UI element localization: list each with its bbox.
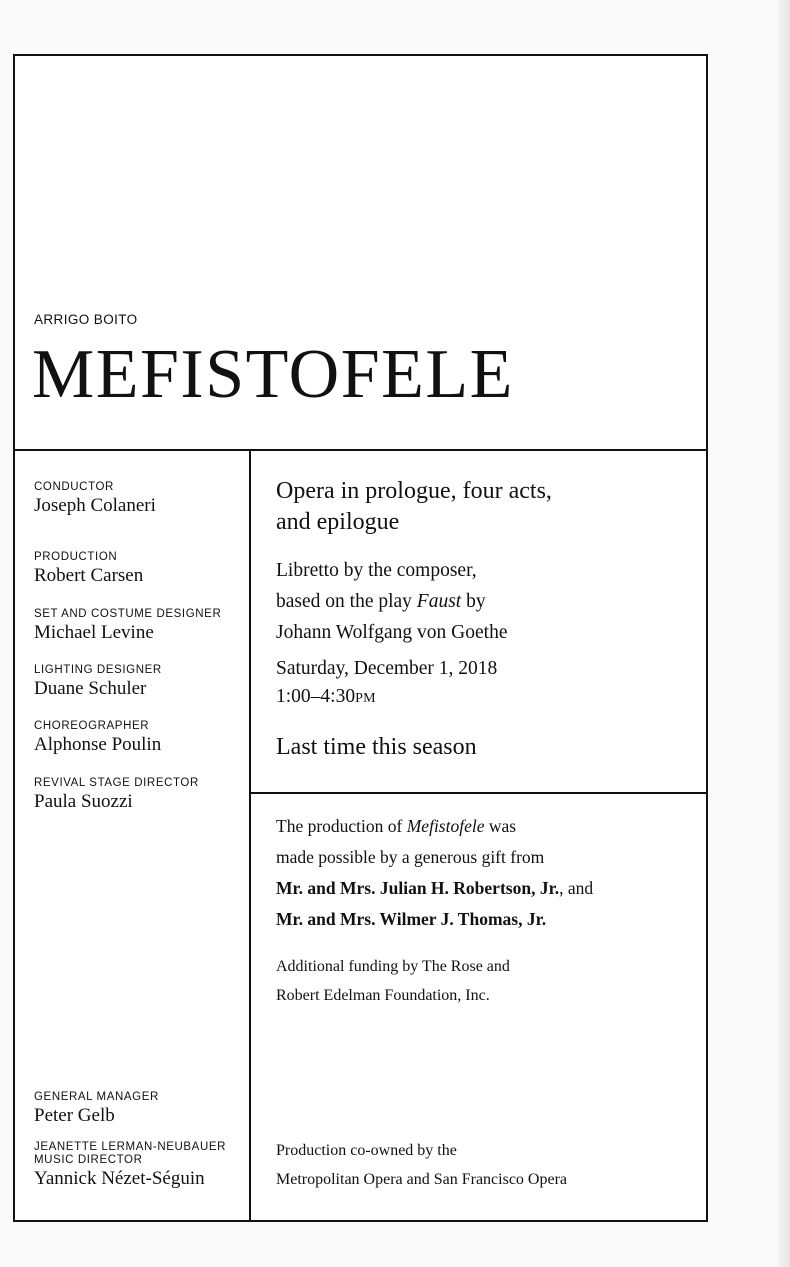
performance-time: [276, 683, 497, 713]
credit-role: JEANETTE LERMAN-NEUBAUER: [34, 1141, 227, 1153]
credit-role: REVIVAL STAGE DIRECTOR: [34, 777, 199, 789]
credit-role: PRODUCTION: [34, 551, 118, 563]
performance-datetime: [276, 655, 497, 713]
page-edge: [778, 0, 790, 1267]
sponsor-text-part: , and: [559, 878, 594, 898]
credit-role: CHOREOGRAPHER: [34, 720, 150, 732]
work-title: Mefistofele: [406, 816, 485, 836]
credit-role: CONDUCTOR: [34, 481, 114, 493]
description-line: Opera in prologue, four acts,: [276, 478, 552, 504]
credit-general-manager: [34, 1091, 159, 1127]
credit-music-director: [34, 1141, 226, 1190]
credit-role: MUSIC DIRECTOR: [34, 1154, 143, 1166]
credit-name: Alphonse Poulin: [34, 734, 162, 755]
season-note: Last time this season: [276, 734, 477, 760]
credit-role: GENERAL MANAGER: [34, 1091, 159, 1103]
sponsor-line: [276, 873, 593, 904]
libretto-line: Johann Wolfgang von Goethe: [276, 622, 508, 643]
sponsor-text: [276, 811, 593, 935]
donor-name: Mr. and Mrs. Julian H. Robertson, Jr.: [276, 878, 560, 898]
libretto-text: based on the play: [276, 591, 417, 612]
sponsor-text-part: The production of: [276, 816, 407, 836]
info-divider: [249, 792, 708, 794]
sponsor-text-part: was: [484, 816, 517, 836]
credit-name: Duane Schuler: [34, 678, 147, 699]
credit-name: Michael Levine: [34, 622, 154, 643]
opera-title: MEFISTOFELE: [32, 336, 514, 413]
sponsor-line: [276, 811, 593, 842]
funding-line: Robert Edelman Foundation, Inc.: [276, 987, 490, 1004]
performance-date: Saturday, December 1, 2018: [276, 658, 498, 679]
credit-lighting: [34, 664, 162, 700]
coowned-line: Metropolitan Opera and San Francisco Opera: [276, 1171, 568, 1188]
credit-revival-director: [34, 777, 199, 813]
credit-name: Robert Carsen: [34, 565, 144, 586]
sponsor-line: made possible by a generous gift from: [276, 847, 545, 867]
additional-funding: [276, 952, 510, 1010]
credit-name: Yannick Nézet-Séguin: [34, 1168, 205, 1189]
time-suffix: PM: [355, 691, 376, 706]
credit-name: Paula Suozzi: [34, 791, 133, 812]
coowned-line: Production co-owned by the: [276, 1142, 457, 1159]
libretto-info: [276, 555, 508, 648]
credit-role: LIGHTING DESIGNER: [34, 664, 162, 676]
column-divider: [249, 449, 251, 1222]
credit-conductor: [34, 481, 156, 517]
libretto-line: Libretto by the composer,: [276, 560, 477, 581]
funding-line: Additional funding by The Rose and: [276, 958, 510, 975]
title-divider: [13, 449, 708, 451]
libretto-text: by: [461, 591, 486, 612]
credit-name: Peter Gelb: [34, 1105, 115, 1126]
opera-description: [276, 476, 552, 538]
donor-name: Mr. and Mrs. Wilmer J. Thomas, Jr.: [276, 909, 547, 929]
composer-name: ARRIGO BOITO: [34, 312, 138, 327]
co-ownership: [276, 1136, 567, 1194]
credit-set-costume: [34, 608, 221, 644]
work-title: Faust: [416, 591, 462, 612]
description-line: and epilogue: [276, 509, 400, 535]
libretto-line: [276, 586, 508, 617]
credit-role: SET AND COSTUME DESIGNER: [34, 608, 222, 620]
credit-name: Joseph Colaneri: [34, 495, 156, 516]
time-range: 1:00–4:30: [276, 686, 356, 707]
credit-production: [34, 551, 143, 587]
credit-choreographer: [34, 720, 161, 756]
